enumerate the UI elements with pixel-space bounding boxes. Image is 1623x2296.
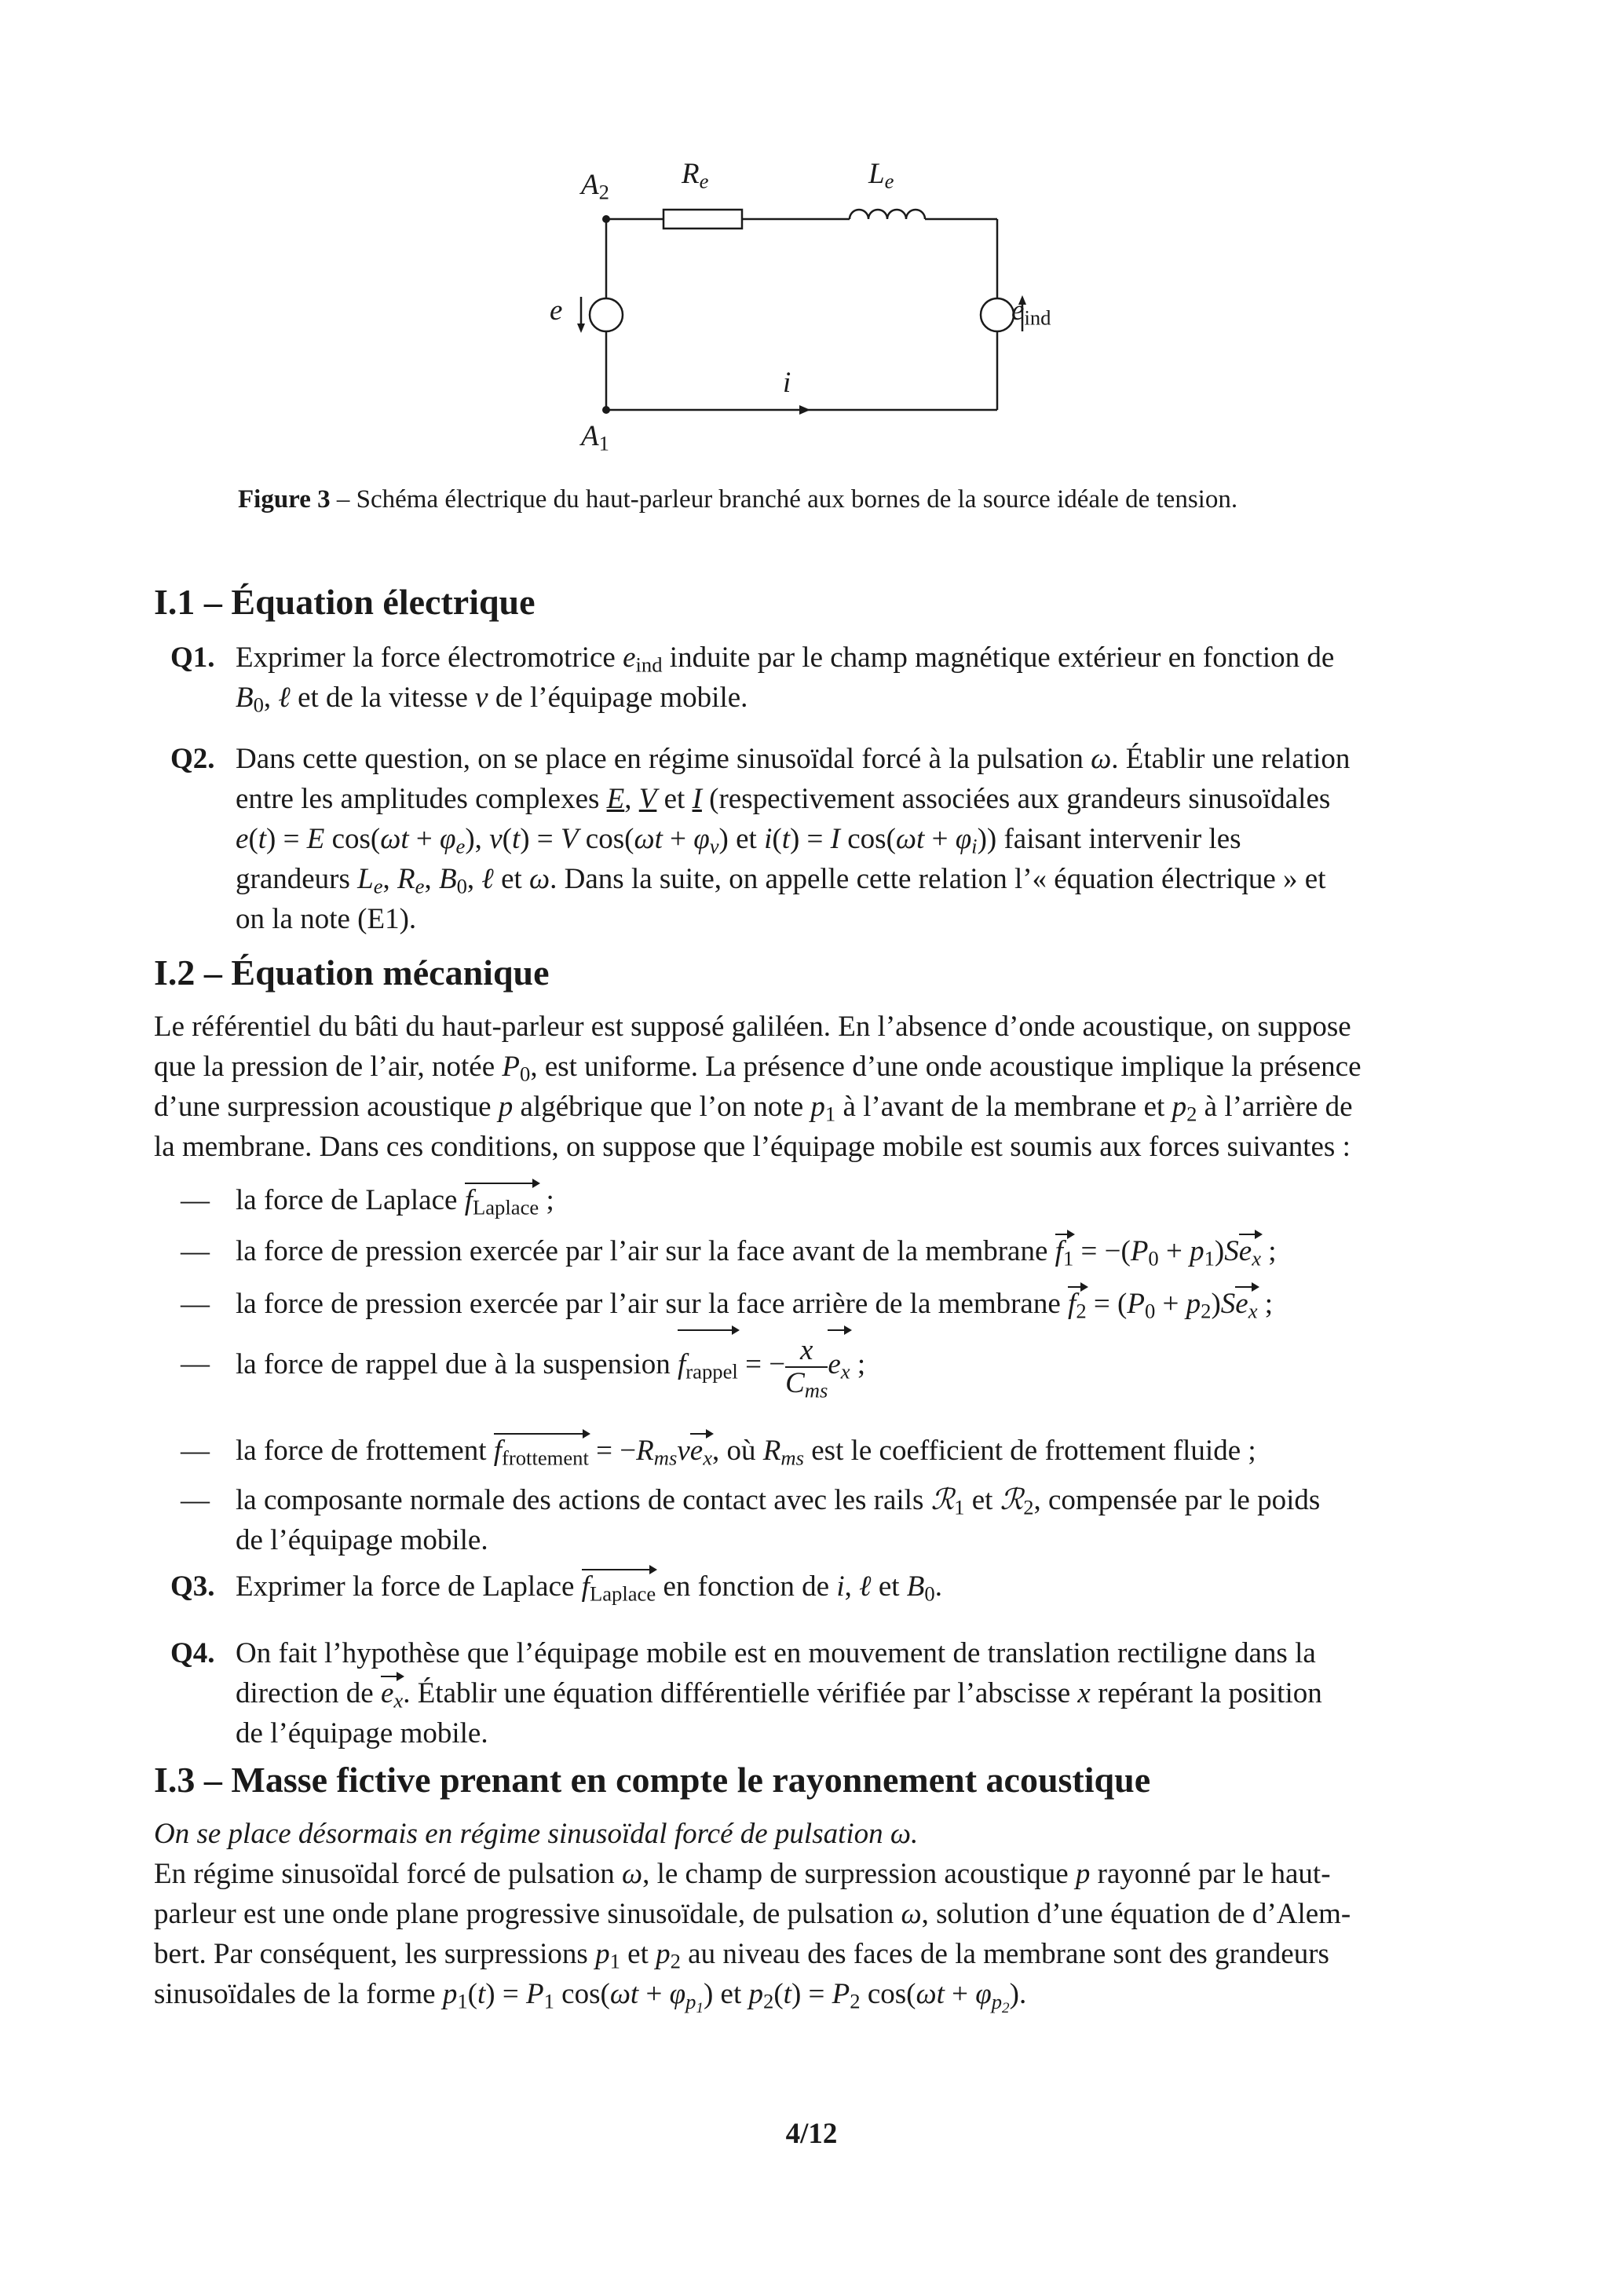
figure-caption — [238, 485, 1416, 514]
q2-text: Dans cette question, on se place en régime sinusoïdal forcé à la pulsation ω. Établir une relation entre les amplitudes complexes E, V et I (respectivement associées aux grandeurs sinusoïdales e(t) = E $\cos(\omega t + \varphi_e)$, v(t) = V $\cos(\omega t + \varphi_v)$ et i(t) = I $\cos(\omega t + \varphi_i)$) faisant intervenir les grandeurs $L_e$, $R_e$, $B_0$, ℓ et ω. Dans la suite, on appelle cette relation l’« équation électrique » et on la note (E1). — [236, 743, 1351, 935]
section-title-i3: I.3 – Masse fictive prenant en compte le rayonnement acoustique — [154, 1760, 1151, 1800]
bullet-dash: — — [181, 1288, 210, 1320]
q4-text: On fait l’hypothèse que l’équipage mobile est en mouvement de translation rectiligne dans la direction de $e_x$. Établir une équation différentielle vérifiée par l’abscisse x repérant la position de l’équipage mobile. — [236, 1637, 1322, 1749]
s3-italic-note: On se place désormais en régime sinusoïdal forcé de pulsation ω. — [154, 1818, 919, 1850]
label-re: $R_e$ — [682, 158, 709, 193]
q1-label: Q1. — [170, 642, 215, 674]
bullet-pressure-front: la force de pression exercée par l’air sur la face avant de la membrane $f_1 = -(P_0 + p_1)Se_x$ ; — [236, 1231, 1471, 1271]
figure-caption-text: – Schéma électrique du haut-parleur branché aux bornes de la source idéale de tension. — [330, 485, 1238, 514]
bullet-laplace: la force de Laplace $f_{Laplace}$ ; — [236, 1180, 1471, 1220]
bullet-friction: la force de frottement $f_{frottement} = -R_{ms}ve_x$, où $R_{ms}$ est le coefficient de frottement fluide ; — [236, 1431, 1471, 1471]
circuit-diagram — [550, 149, 1084, 463]
bullet-dash: — — [181, 1347, 210, 1380]
label-eind: $e_{ind}$ — [1011, 294, 1051, 330]
node-a2 — [602, 215, 610, 223]
label-i: i — [783, 367, 791, 399]
s2-paragraph: Le référentiel du bâti du haut-parleur est supposé galiléen. En l’absence d’onde acoustique, on suppose que la pression de l’air, notée $P_0$, est uniforme. La présence d’une onde acoustique implique la présence d’une surpression acoustique p algébrique que l’on note $p_1$ à l’avant de la membrane et $p_2$ à l’arrière de la membrane. Dans ces conditions, on suppose que l’équipage mobile est soumis aux forces suivantes : — [154, 1011, 1362, 1163]
label-a1: $A_1$ — [581, 420, 609, 455]
bullet-dash: — — [181, 1184, 210, 1216]
page-number: 4/12 — [785, 2118, 838, 2150]
section-title-i2: I.2 – Équation mécanique — [154, 952, 550, 993]
node-a1 — [602, 406, 610, 414]
q3-text: Exprimer la force de Laplace $f_{Laplace}$ en fonction de i, ℓ et $B_0$. — [236, 1567, 1471, 1607]
bullet-dash: — — [181, 1435, 210, 1467]
bullet-pressure-back: la force de pression exercée par l’air sur la face arrière de la membrane $f_2 = (P_0 + p_2)Se_x$ ; — [236, 1284, 1471, 1324]
label-le: $L_e$ — [868, 158, 894, 193]
q2-label: Q2. — [170, 743, 215, 775]
source-e — [590, 298, 623, 331]
inductor-le — [850, 210, 925, 219]
q3-label: Q3. — [170, 1570, 215, 1603]
q4-label: Q4. — [170, 1637, 215, 1669]
s3-paragraph: En régime sinusoïdal forcé de pulsation ω, le champ de surpression acoustique p rayonné par le haut- parleur est une onde plane progressive sinusoïdale, de pulsation ω, solution d’une équation de d’Alem- bert. Par conséquent, les surpressions $p_1$ et $p_2$ au niveau des faces de la membrane sont des grandeurs sinusoïdales de la forme $p_1(t) = P_1$ $\cos(\omega t + \varphi_{p_1})$ et $p_2(t) = P_2$ $\cos(\omega t + \varphi_{p_2})$. — [154, 1858, 1351, 2016]
current-arrow-head — [799, 405, 810, 415]
e-arrow-head — [577, 324, 585, 333]
bullet-dash: — — [181, 1235, 210, 1267]
bullet-spring: la force de rappel due à la suspension $f_{rappel}$ = − $\frac{x}{C_{ms}}$ $e_x$ ; — [236, 1327, 1471, 1402]
q1-text: Exprimer la force électromotrice $e_{ind}$ induite par le champ magnétique extérieur en fonction de $B_0$, ℓ et de la vitesse v de l’équipage mobile. — [236, 642, 1335, 717]
resistor-re — [663, 210, 742, 229]
section-title-i1: I.1 – Équation électrique — [154, 582, 536, 622]
bullet-contact: la composante normale des actions de contact avec les rails ℛ$_1$ et ℛ$_2$, compensée par le poids de l’équipage mobile. — [236, 1484, 1321, 1556]
figure-caption-label: Figure 3 — [238, 485, 331, 514]
source-eind — [981, 298, 1014, 331]
label-a2: $A_2$ — [581, 169, 609, 204]
bullet-dash: — — [181, 1484, 210, 1516]
label-e: e — [550, 294, 563, 327]
